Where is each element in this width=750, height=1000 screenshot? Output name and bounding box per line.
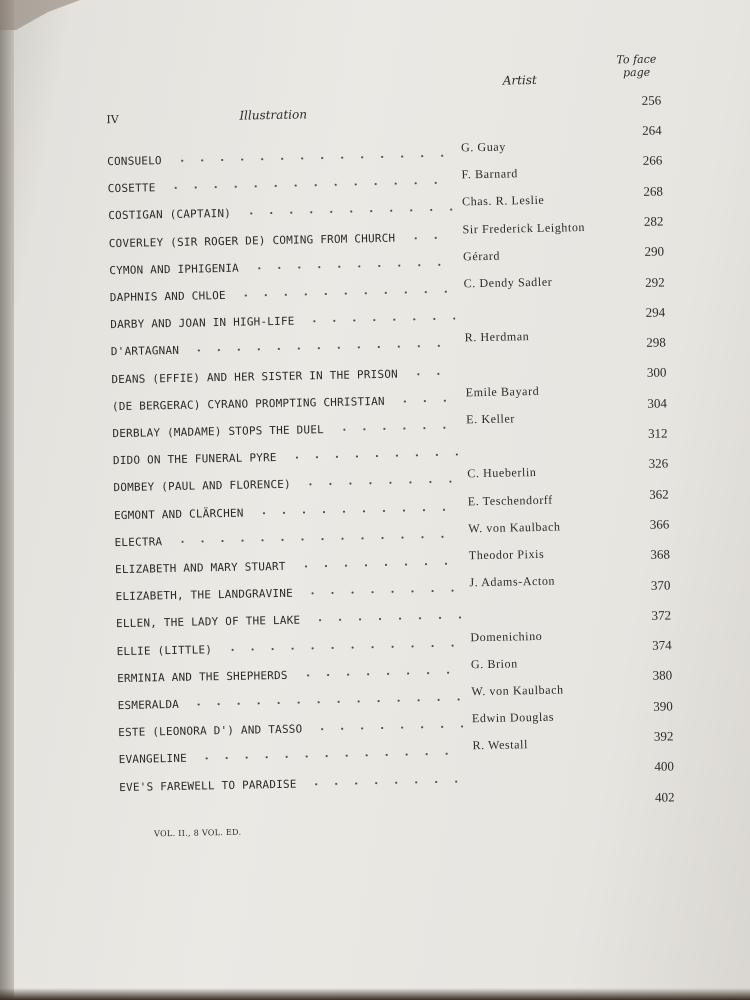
face-page-line-2: page [622,65,651,80]
entry-page-number: 374 [651,637,672,653]
entry-title: COSTIGAN (CAPTAIN) [108,207,232,223]
entry-title: DERBLAY (MADAME) STOPS THE DUEL [112,423,325,441]
entry-page-number: 292 [644,274,665,290]
entry-page-number: 392 [653,728,674,744]
entry-artist: E. Keller [466,411,516,427]
dot-leader [395,396,457,407]
dot-leader [223,640,462,655]
entry-title: ERMINIA AND THE SHEPHERDS [117,668,288,685]
entry-artist: W. von Kaulbach [471,682,564,699]
entry-artist: R. Herdman [464,329,530,345]
entry-title: DOMBEY (PAUL AND FLORENCE) [113,478,291,495]
entry-page-number: 380 [652,667,673,684]
entry-page-number: 294 [645,304,666,320]
dot-leader [306,776,464,789]
entry-page-number: 400 [654,758,675,775]
entry-title: DIDO ON THE FUNERAL PYRE [112,451,277,468]
first-page-number: 256 [641,92,662,108]
dot-leader [254,504,459,518]
dot-leader [300,476,458,489]
entry-title: DAPHNIS AND CHLOE [109,288,226,305]
entry-title: ELIZABETH, THE LANDGRAVINE [115,586,294,604]
dot-leader [334,423,457,435]
entry-artist: F. Barnard [461,166,519,182]
entry-page-number: 282 [643,213,664,229]
entry-title: ESTE (LEONORA D') AND TASSO [118,722,303,740]
entry-title: EVE'S FAREWELL TO PARADISE [119,777,297,794]
entry-title: CYMON AND IPHIGENIA [109,261,240,277]
entry-artist: G. Brion [470,656,518,672]
dot-leader [189,341,456,356]
dot-leader [296,558,460,571]
entry-page-number: 298 [646,334,666,350]
entry-artist: Gérard [462,248,501,264]
dot-leader [310,612,461,625]
dot-leader [241,205,453,219]
entry-page-number: 366 [649,516,670,532]
dot-leader [302,585,460,598]
entry-page-number: 372 [651,607,672,623]
entry-title: DEANS (EFFIE) AND HER SISTER IN THE PRISON [111,367,399,386]
page-roman-numeral: IV [106,112,119,127]
dot-leader [298,667,462,680]
entry-title: COSETTE [107,181,156,196]
dot-leader [304,314,455,327]
entry-title: ESMERALDA [117,697,180,713]
entry-title: ELLIE (LITTLE) [116,642,213,658]
entry-page-number: 304 [647,395,668,411]
entry-artist: Emile Bayard [465,383,540,400]
dot-leader [406,233,454,244]
entry-title: EVANGELINE [118,752,188,767]
entry-page-number: 266 [642,152,663,169]
dot-leader [287,450,458,463]
entry-title: COVERLEY (SIR ROGER DE) COMING FROM CHURCH [108,231,396,250]
dot-leader [172,151,452,166]
entry-title: DARBY AND JOAN IN HIGH-LIFE [110,314,295,332]
entry-page-number: 326 [648,455,669,472]
entry-title: ELLEN, THE LADY OF THE LAKE [115,613,301,631]
dot-leader [189,694,463,709]
entry-page-number: 390 [653,698,673,714]
dot-leader [166,178,453,194]
entry-title: D'ARTAGNAN [110,344,180,359]
entry-artist: C. Hueberlin [467,465,537,481]
entry-page-number: 300 [646,364,667,381]
dot-leader [408,369,456,380]
entry-page-number: 264 [642,122,662,138]
dot-leader [236,287,455,301]
face-page-line-1: To face [616,52,657,67]
entry-title: ELECTRA [114,534,163,549]
entry-artist: E. Teschendorff [467,492,553,508]
entry-page-number: 402 [654,789,675,805]
entry-artist: Chas. R. Leslie [461,193,545,209]
entry-artist: J. Adams-Acton [469,573,556,590]
column-header-illustration: Illustration [239,107,308,123]
entry-page-number: 268 [643,183,664,199]
entry-artist: Sir Frederick Leighton [462,219,586,236]
entry-page-number: 368 [650,546,671,563]
entry-page-number: 370 [650,576,671,593]
entry-page-number: 312 [647,425,668,441]
dot-leader [312,721,463,734]
dot-leader [197,748,464,763]
dot-leader [172,531,459,547]
entry-page-number: 362 [649,486,669,502]
entry-artist: W. von Kaulbach [468,519,561,536]
entry-artist: Domenichino [470,628,543,644]
entry-title: ELIZABETH AND MARY STUART [114,559,286,577]
entry-artist: C. Dendy Sadler [463,274,553,291]
entry-artist: R. Westall [472,737,529,753]
entry-page-number [635,819,675,820]
dot-leader [249,260,454,274]
volume-footer: VOL. II., 8 VOL. ED. [154,827,242,839]
entry-page-number: 290 [644,243,665,260]
entry-title: EGMONT AND CLÄRCHEN [113,506,244,522]
entry-artist: G. Guay [460,139,506,155]
entry-title: (DE BERGERAC) CYRANO PROMPTING CHRISTIAN [111,394,385,413]
column-header-face-page [612,53,660,80]
column-header-artist: Artist [502,72,537,88]
entry-artist: Theodor Pixis [468,546,545,563]
entry-artist: Edwin Douglas [471,709,555,726]
entry-title: CONSUELO [107,154,162,169]
